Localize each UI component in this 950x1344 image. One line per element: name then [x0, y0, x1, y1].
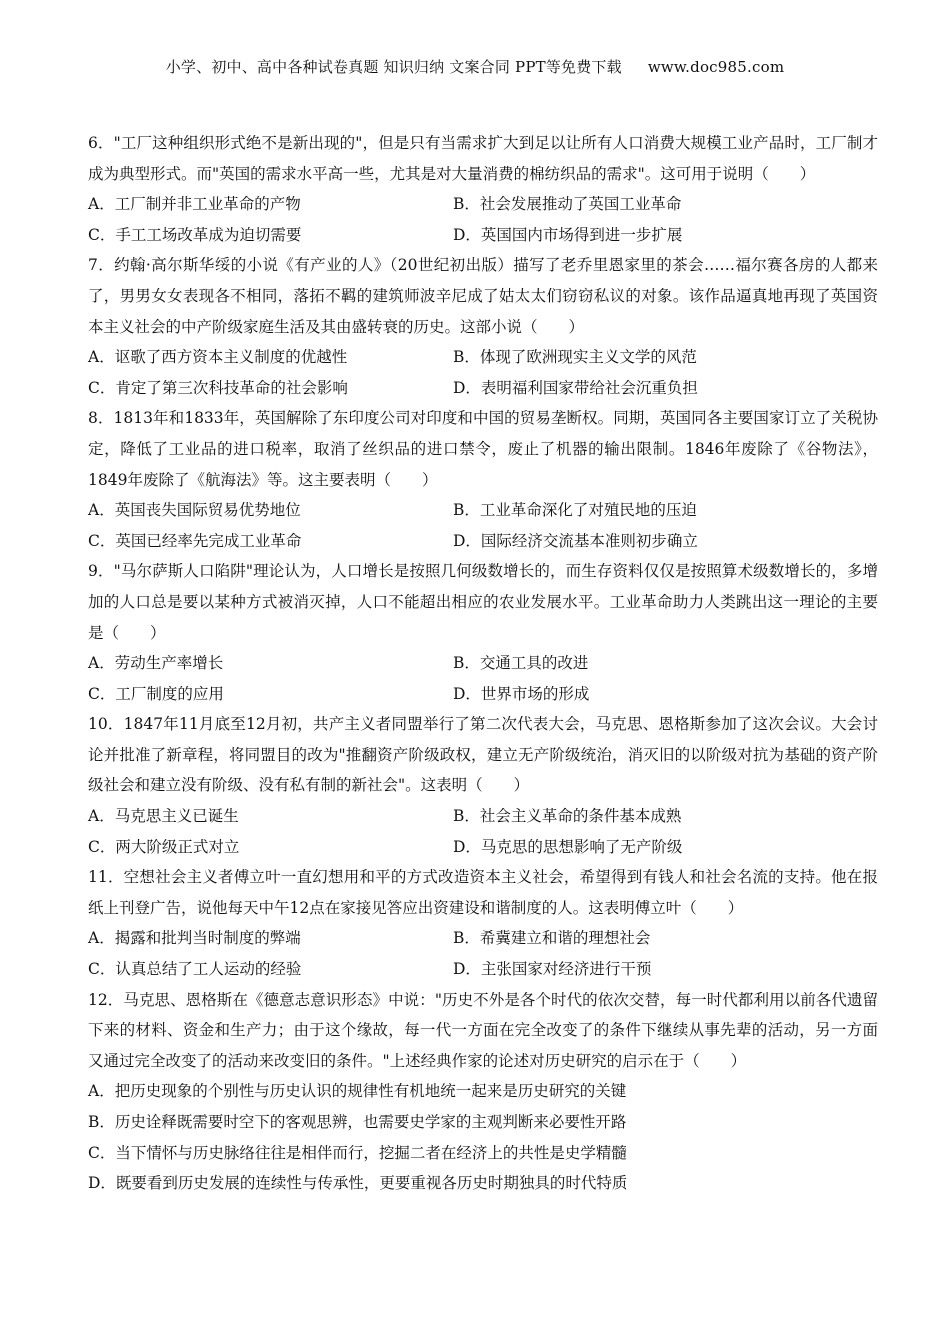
- option-c: C．肯定了第三次科技革命的社会影响: [88, 378, 348, 397]
- option-row: [88, 679, 878, 710]
- option-d: D．马克思的思想影响了无产阶级: [453, 837, 683, 856]
- question-6: [88, 128, 878, 250]
- option-d: D．主张国家对经济进行干预: [453, 960, 652, 979]
- option-row: [88, 648, 878, 679]
- question-text: 9．"马尔萨斯人口陷阱"理论认为，人口增长是按照几何级数增长的，而生存资料仅仅是按照算术级数增长的，多增加的人口总是要以某种方式被消灭掉，人口不能超出相应的农业发展水平。工业革命助力人类跳出这一理论的主要是（ ）: [88, 562, 878, 642]
- option-b: B．交通工具的改进: [453, 654, 589, 673]
- option-row: [88, 801, 878, 832]
- question-12: [88, 985, 878, 1199]
- question-text: 7．约翰·高尔斯华绥的小说《有产业的人》（20世纪初出版）描写了老乔里恩家里的茶会……福尔赛各房的人都来了，男男女女表现各不相同，落拓不羁的建筑师波辛尼成了姑太太们窃窃私议的对象。该作品逼真地再现了英国资本主义社会的中产阶级家庭生活及其由盛转衰的历史。这部小说（ ）: [88, 256, 878, 336]
- option-a: A．劳动生产率增长: [88, 654, 224, 673]
- option-b: B．希冀建立和谐的理想社会: [453, 929, 651, 948]
- option-c: C．工厂制度的应用: [88, 684, 224, 703]
- option-a: A．讴歌了西方资本主义制度的优越性: [88, 348, 348, 367]
- option-b: B．体现了欧洲现实主义文学的风范: [453, 348, 697, 367]
- option-a: A．马克思主义已诞生: [88, 807, 239, 826]
- header-text: 小学、初中、高中各种试卷真题 知识归纳 文案合同 PPT等免费下载: [165, 58, 622, 76]
- option-b: B．历史诠释既需要时空下的客观思辨，也需要史学家的主观判断来必要性开路: [88, 1113, 627, 1131]
- question-8: [88, 403, 878, 556]
- question-11: [88, 862, 878, 984]
- option-d: D．既要看到历史发展的连续性与传承性，更要重视各历史时期独具的时代特质: [88, 1174, 628, 1193]
- option-row: [88, 923, 878, 954]
- option-a: A．英国丧失国际贸易优势地位: [88, 501, 301, 520]
- option-d: D．国际经济交流基本准则初步确立: [453, 531, 698, 550]
- option-a: A．揭露和批判当时制度的弊端: [88, 929, 301, 948]
- option-c: C．手工工场改革成为迫切需要: [88, 225, 302, 244]
- page-header: [0, 56, 950, 77]
- option-c: C．两大阶级正式对立: [88, 837, 240, 856]
- question-text: 6．"工厂这种组织形式绝不是新出现的"，但是只有当需求扩大到足以让所有人口消费大规模工业产品时，工厂制才成为典型形式。而"英国的需求水平高一些，尤其是对大量消费的棉纺织品的需求"。这可用于说明（ ）: [88, 134, 878, 183]
- option-d: D．世界市场的形成: [453, 684, 590, 703]
- header-url[interactable]: www.doc985.com: [647, 58, 785, 76]
- option-row: [88, 832, 878, 863]
- option-a: A．把历史现象的个别性与历史认识的规律性有机地统一起来是历史研究的关键: [88, 1082, 627, 1101]
- option-c: C．当下情怀与历史脉络往往是相伴而行，挖掘二者在经济上的共性是史学精髓: [88, 1143, 627, 1162]
- option-row: [88, 373, 878, 404]
- option-row: [88, 342, 878, 373]
- option-row: [88, 495, 878, 526]
- option-c: C．认真总结了工人运动的经验: [88, 960, 302, 979]
- question-10: [88, 709, 878, 862]
- question-text: 8．1813年和1833年，英国解除了东印度公司对印度和中国的贸易垄断权。同期，英国同各主要国家订立了关税协定，降低了工业品的进口税率，取消了丝织品的进口禁令，废止了机器的输出限制。1846年废除了《谷物法》，1849年废除了《航海法》等。这主要表明（ ）: [88, 409, 878, 489]
- option-b: B．社会主义革命的条件基本成熟: [453, 807, 682, 826]
- option-a: A．工厂制并非工业革命的产物: [88, 195, 301, 214]
- option-d: D．英国国内市场得到进一步扩展: [453, 225, 683, 244]
- option-row: [88, 220, 878, 251]
- option-d: D．表明福利国家带给社会沉重负担: [453, 378, 698, 397]
- option-row: [88, 189, 878, 220]
- question-text: 10．1847年11月底至12月初，共产主义者同盟举行了第二次代表大会，马克思、恩格斯参加了这次会议。大会讨论并批准了新章程，将同盟目的改为"推翻资产阶级政权，建立无产阶级统治，消灭旧的以阶级对抗为基础的资产阶级社会和建立没有阶级、没有私有制的新社会"。这表明（ ）: [88, 715, 878, 795]
- option-c: C．英国已经率先完成工业革命: [88, 531, 302, 550]
- option-b: B．社会发展推动了英国工业革命: [453, 195, 682, 214]
- question-text: 12．马克思、恩格斯在《德意志意识形态》中说："历史不外是各个时代的依次交替，每一时代都利用以前各代遗留下来的材料、资金和生产力；由于这个缘故，每一代一方面在完全改变了的条件下继续从事先辈的活动，另一方面又通过完全改变了的活动来改变旧的条件。"上述经典作家的论述对历史研究的启示在于（ ）: [88, 990, 878, 1070]
- question-text: 11．空想社会主义者傅立叶一直幻想用和平的方式改造资本主义社会，希望得到有钱人和社会名流的支持。他在报纸上刊登广告，说他每天中午12点在家接见答应出资建设和谐制度的人。这表明傅立叶（ ）: [88, 868, 878, 917]
- option-row: [88, 526, 878, 557]
- question-list: [88, 128, 878, 1199]
- question-7: [88, 250, 878, 403]
- option-row: [88, 954, 878, 985]
- option-b: B．工业革命深化了对殖民地的压迫: [453, 501, 697, 520]
- question-9: [88, 556, 878, 709]
